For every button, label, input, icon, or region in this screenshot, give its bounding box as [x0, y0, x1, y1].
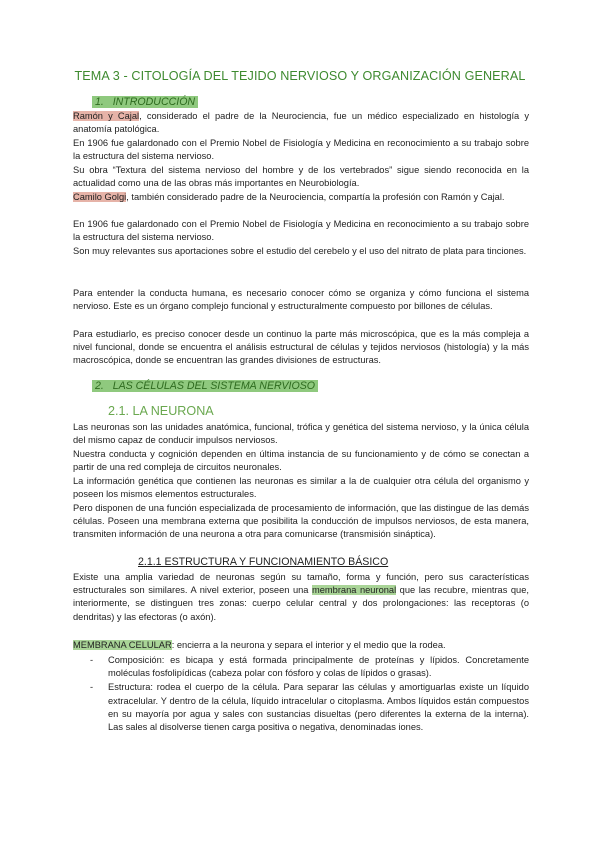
- paragraph: Son muy relevantes sus aportaciones sobre el estudio del cerebelo y el uso del nitrato de plata para tinciones.: [73, 246, 527, 256]
- paragraph: Camilo Golgi, también considerado padre de la Neurociencia, compartía la profesión con Ramón y Cajal.: [73, 192, 505, 202]
- paragraph: Pero disponen de una función especializada de procesamiento de información, que las distingue de las demás células. Poseen una membrana externa que posibilita la conducción de impulsos nerviosos, de esta manera, transmiten información de una neurona a otra para comunicarse (transmisión sináptica).: [73, 503, 529, 540]
- paragraph: La información genética que contienen las neuronas es similar a la de cualquier otra célula del organismo y poseen los mismos elementos estructurales.: [73, 476, 529, 500]
- section-number: 1.: [95, 96, 104, 108]
- section-number: 2.: [95, 380, 104, 392]
- subsection-heading-neurona: 2.1. LA NEURONA: [108, 404, 214, 418]
- paragraph: Existe una amplia variedad de neuronas según su tamaño, forma y función, pero sus características estructurales son similares. A nivel exterior, poseen una membrana neuronal que las recubre, mientras que, interiormente, se distinguen tres zonas: cuerpo celular central y dos prolongaciones: las receptoras (o dendritas) y las efectoras (o axón).: [73, 572, 529, 622]
- list-item: - Estructura: rodea el cuerpo de la célula. Para separar las células y amortiguarlas existe un líquido extracelular. Y dentro de la célula, líquido intracelular o citoplasma. Ambos líquidos están compuestos en su mayoría por agua y sales con sustancias disueltas (pero diferentes la externa de la interna). Las sales al disolverse tienen carga positiva o negativa, denominadas iones.: [92, 681, 529, 734]
- paragraph: En 1906 fue galardonado con el Premio Nobel de Fisiología y Medicina en reconocimiento a su trabajo sobre la estructura del sistema nervioso.: [73, 219, 529, 243]
- highlight-name: Camilo Golgi: [73, 192, 127, 202]
- paragraph: En 1906 fue galardonado con el Premio Nobel de Fisiología y Medicina en reconocimiento a su trabajo sobre la estructura del sistema nervioso.: [73, 138, 529, 162]
- paragraph: Las neuronas son las unidades anatómica, funcional, trófica y genética del sistema nervioso, y la única célula del mismo capaz de conducir impulsos nerviosos.: [73, 422, 529, 446]
- paragraph: Su obra “Textura del sistema nervioso del hombre y de los vertebrados” sigue siendo reconocida en la actualidad como una de las obras más importantes en Neurobiología.: [73, 165, 529, 189]
- paragraph: Nuestra conducta y cognición dependen en última instancia de su funcionamiento y de cómo se conectan a partir de una red compleja de circuitos neuronales.: [73, 449, 529, 473]
- paragraph: Ramón y Cajal, considerado el padre de la Neurociencia, fue un médico especializado en histología y anatomía patológica.: [73, 111, 529, 135]
- paragraph: Para entender la conducta humana, es necesario conocer cómo se organiza y cómo funciona el sistema nervioso. Este es un órgano complejo funcional y estructuralmente compuesto por billones de células.: [73, 288, 529, 312]
- section-title: INTRODUCCIÓN: [112, 96, 196, 108]
- paragraph: Para estudiarlo, es preciso conocer desde un continuo la parte más microscópica, que es la más compleja a nivel funcional, donde se encuentra el análisis estructural de células y tejidos nerviosos (histología) y la más macroscópica, donde se encuentran las grandes divisiones de estructuras.: [73, 329, 529, 366]
- page-title: TEMA 3 - CITOLOGÍA DEL TEJIDO NERVIOSO Y ORGANIZACIÓN GENERAL: [74, 69, 526, 83]
- paragraph: MEMBRANA CELULAR: encierra a la neurona y separa el interior y el medio que la rodea.: [73, 640, 446, 650]
- highlight-name: Ramón y Cajal: [73, 111, 140, 121]
- section-heading-celulas: [92, 380, 318, 392]
- subsubsection-heading-estructura: 2.1.1 ESTRUCTURA Y FUNCIONAMIENTO BÁSICO: [138, 556, 389, 568]
- highlight-term: MEMBRANA CELULAR: [73, 640, 172, 650]
- list-item: - Composición: es bicapa y está formada principalmente de proteínas y lípidos. Concretamente moléculas fosfolipídicas (cabeza polar con fósforo y colas de lípidos o grasas).: [92, 654, 529, 680]
- section-heading-introduccion: [92, 96, 198, 108]
- bullet-list: [92, 654, 529, 735]
- highlight-term: membrana neuronal: [312, 585, 397, 596]
- section-title: LAS CÉLULAS DEL SISTEMA NERVIOSO: [112, 380, 316, 392]
